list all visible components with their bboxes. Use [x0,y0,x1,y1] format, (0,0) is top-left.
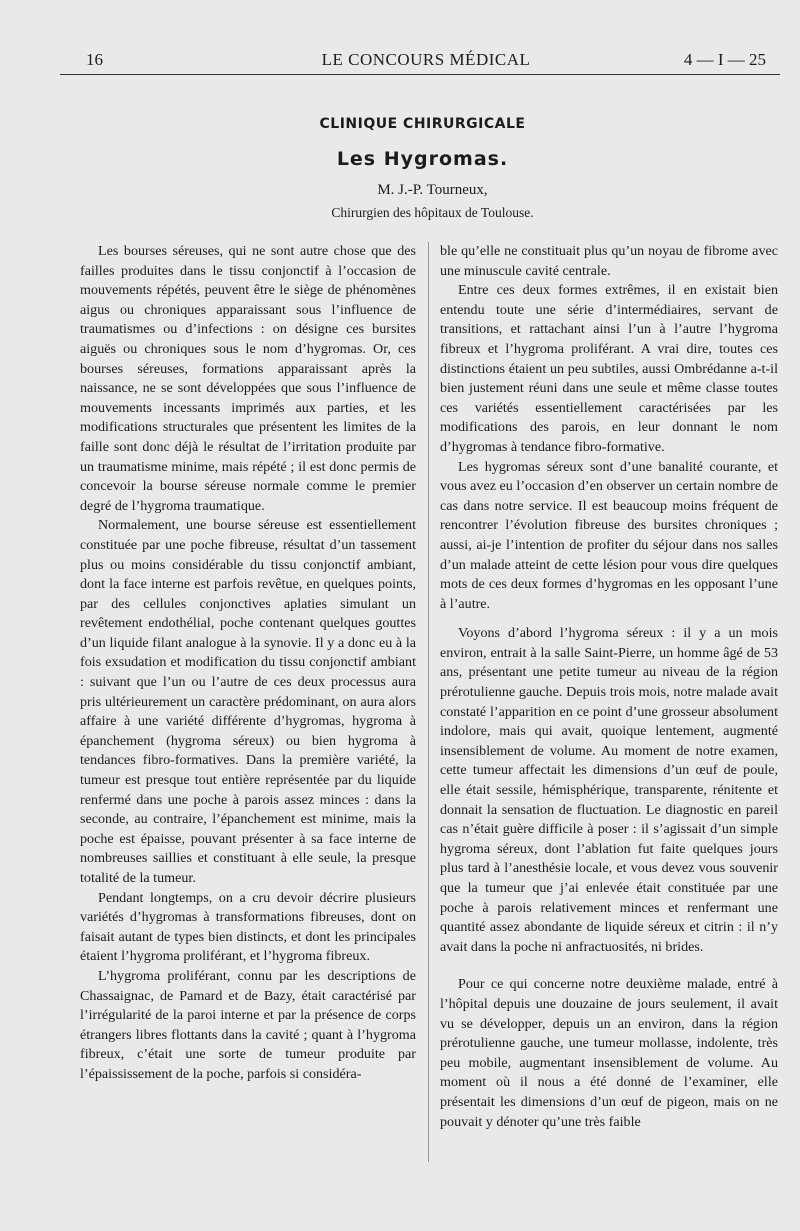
paragraph: Pendant longtemps, on a cru devoir décrire plusieurs variétés d’hygromas à transformations fibreuses, dont on faisait autant de types bien distincts, et dont les principales étaient l’hygroma proliférant, et l’hygroma fibreux. [80,889,416,965]
section-heading: CLINIQUE CHIRURGICALE [319,116,526,132]
article-title: Les Hygromas. [336,148,509,170]
journal-title: LE CONCOURS MÉDICAL [321,50,531,69]
paragraph: Normalement, une bourse séreuse est essentiellement constituée par une poche fibreuse, résultat d’un tassement plus ou moins considérable du tissu conjonctif ambiant, dont la face interne est parfois revêtue, en quelques points, par des cellules conjonctives aplaties simulant un revêtement endothélial, poche contenant quelques gouttes d’un liquide filant analogue à la synovie. Il y a donc eu à la fois exsudation et modification du tissu conjonctif ambiant : suivant que l’un ou l’autre de ces deux processus aura pris ultérieurement un caractère prédominant, on aura alors affaire à une variété différente d’hygromas, hygroma à épanchement (hygroma séreux) ou bien hygroma à tendances fibro-formatives. Dans la première variété, la tumeur est presque tout entière représentée par du liquide renfermé dans une poche à parois assez minces : dans la seconde, au contraire, l’épanchement est minime, mais la poche est épaisse, pouvant présenter à sa face interne de nombreuses saillies et constituant à elle seule, la presque totalité de la tumeur. [80,517,416,886]
paragraph: Pour ce qui concerne notre deuxième malade, entré à l’hôpital depuis une douzaine de jours seulement, il avait vu se développer, depuis un an environ, dans la région prérotulienne gauche, une tumeur mollasse, indolente, très peu mobile, augmentant insensiblement de volume. Au moment où il nous a été donné de l’examiner, elle présentait les dimensions d’un œuf de pigeon, mais on ne pouvait y dénoter qu’une très faible [440,976,778,1130]
column-divider [428,242,429,1162]
paragraph: Les hygromas séreux sont d’une banalité courante, et vous avez eu l’occasion d’en observer un certain nombre de cas dans notre service. Il est beaucoup moins fréquent de rencontrer l’évolution fibreuse des bursites chroniques ; aussi, ai-je l’intention de profiter du séjour dans nos salles d’un malade atteint de cette lésion pour vous dire quelques mots de ces deux formes d’hygromas en les opposant l’une à l’autre. [440,458,778,612]
paragraph: ble qu’elle ne constituait plus qu’un noyau de fibrome avec une minuscule cavité centrale. [440,243,778,279]
author-line: M. J.-P. Tourneux, [377,182,488,198]
left-column [80,242,416,1085]
author-affiliation: Chirurgien des hôpitaux de Toulouse. [331,205,534,220]
header-rule [60,74,780,75]
issue-date: 4 — I — 25 [683,50,766,69]
paragraph: L’hygroma proliférant, connu par les descriptions de Chassaignac, de Pamard et de Bazy, était caractérisé par l’irrégularité de la paroi interne et par la présence de corps étrangers libres flottants dans la cavité ; quant à l’hygroma fibreux, c’était une sorte de tumeur produite par l’épaississement de la poche, parfois si considéra- [80,967,416,1082]
paragraph: Entre ces deux formes extrêmes, il en existait bien entendu toute une série d’intermédiaires, servant de transitions, et rattachant ainsi l’un à l’autre l’hygroma fibreux et l’hygroma proliférant. A vrai dire, toutes ces distinctions étaient un peu subtiles, aussi Ombrédanne a-t-il bien justement réuni dans une seule et même classe toutes ces variétés essentiellement caractérisées par les modifications des parois, en leur donnant le nom d’hygromas à tendance fibro-formative. [440,282,778,455]
right-column [440,242,778,1132]
running-header [86,50,766,72]
paragraph: Voyons d’abord l’hygroma séreux : il y a un mois environ, entrait à la salle Saint-Pierre, un homme âgé de 53 ans, présentant une petite tumeur au niveau de la région prérotulienne gauche. Depuis trois mois, notre malade avait constaté l’apparition en ce point d’une grosseur absolument indolore, mais qui avait, quoique lentement, augmenté insensiblement de volume. Au moment de notre examen, cette tumeur affectait les dimensions d’un œuf de poule, elle était sessile, hémisphérique, transparente, rénitente et donnait la sensation de fluctuation. Le diagnostic en pareil cas n’était guère difficile à poser : il s’agissait d’un simple hygroma séreux, dont l’ablation fut faite quelques jours plus tard à l’anesthésie locale, et vous devez vous souvenir que la tumeur que j’ai enlevée était constituée par une poche à parois relativement minces et renfermant une quantité assez abondante de liquide séreux et citrin : il n’y avait dans la poche ni anfractuosités, ni brides. [440,625,778,955]
paragraph: Les bourses séreuses, qui ne sont autre chose que des failles produites dans le tissu conjonctif à l’occasion de mouvements répétés, peuvent être le siège de phénomènes aigus ou chroniques apparaissant sous l’influence de traumatismes ou d’infections : on désigne ces bursites aiguës ou chroniques sous le nom d’hygromas. Or, ces bourses séreuses, formations apparaissant après la naissance, ne se sont développées que sous l’influence de mouvements incessants imprimés aux parties, et les modifications structurales que présentent les limites de la faille sont donc déjà le résultat de l’irritation produite par un traumatisme minime, mais répété ; il est donc permis de concevoir la bourse séreuse normale comme le premier degré de l’hygroma traumatique. [80,243,416,514]
page-number: 16 [86,50,103,69]
